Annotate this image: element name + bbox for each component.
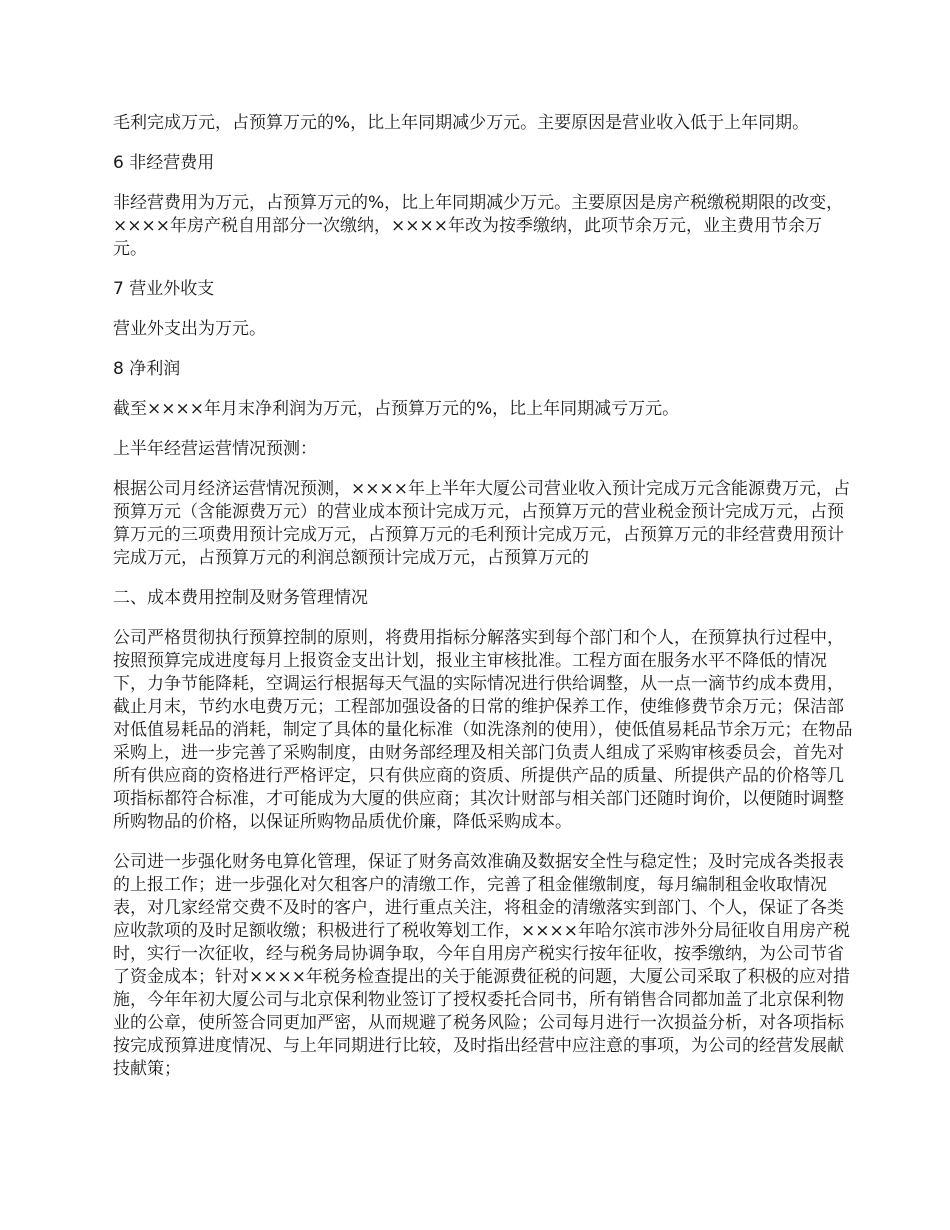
heading-cost-control: 二、成本费用控制及财务管理情况 bbox=[113, 588, 368, 608]
paragraph-forecast: 根据公司月经济运营情况预测，××××年上半年大厦公司营业收入预计完成万元含能源费万元，占预算万元（含能源费万元）的营业成本预计完成万元，占预算万元的营业税金预计完成万元，占预算万元的三项费用预计完成万元，占预算万元的毛利预计完成万元，占预算万元的非经营费用预计完成万元，占预算万元的利润总额预计完成万元，占预算万元的 bbox=[113, 479, 850, 568]
paragraph-non-operating-expense: 营业外支出为万元。 bbox=[113, 319, 266, 339]
heading-net-profit: 8 净利润 bbox=[113, 359, 181, 379]
paragraph-budget-control: 公司严格贯彻执行预算控制的原则，将费用指标分解落实到每个部门和个人，在预算执行过程中，按照预算完成进度每月上报资金支出计划，报业主审核批准。工程方面在服务水平不降低的情况下，力争节能降耗，空调运行根据每天气温的实际情况进行供给调整，从一点一滴节约成本费用，截止月末，节约水电费万元；工程部加强设备的日常的维护保养工作，使维修费节余万元；保洁部对低值易耗品的消耗，制定了具体的量化标准（如洗涤剂的使用），使低值易耗品节余万元；在物品采购上，进一步完善了采购制度，由财务部经理及相关部门负责人组成了采购审核委员会，首先对所有供应商的资格进行严格评定，只有供应商的资质、所提供产品的质量、所提供产品的价格等几项指标都符合标准，才可能成为大厦的供应商；其次计财部与相关部门还随时询价，以便随时调整所购物品的价格，以保证所购物品质优价廉，降低采购成本。 bbox=[113, 628, 853, 832]
paragraph-non-operating-expenses: 非经营费用为万元，占预算万元的%，比上年同期减少万元。主要原因是房产税缴税期限的改变，××××年房产税自用部分一次缴纳，××××年改为按季缴纳，此项节余万元，业主费用节余万元。 bbox=[113, 193, 844, 259]
paragraph-net-profit: 截至××××年月末净利润为万元，占预算万元的%，比上年同期减亏万元。 bbox=[113, 399, 680, 419]
paragraph-gross-profit: 毛利完成万元，占预算万元的%，比上年同期减少万元。主要原因是营业收入低于上年同期。 bbox=[113, 113, 810, 133]
paragraph-forecast-title: 上半年经营运营情况预测： bbox=[113, 439, 317, 459]
heading-non-operating-income-expense: 7 营业外收支 bbox=[113, 279, 215, 299]
heading-non-operating-expenses: 6 非经营费用 bbox=[113, 153, 215, 173]
document-page bbox=[113, 112, 853, 1098]
paragraph-financial-management: 公司进一步强化财务电算化管理，保证了财务高效准确及数据安全性与稳定性；及时完成各类报表的上报工作；进一步强化对欠租客户的清缴工作，完善了租金催缴制度，每月编制租金收取情况表，对几家经常交费不及时的客户，进行重点关注，将租金的清缴落实到部门、个人，保证了各类应收款项的及时足额收缴；积极进行了税收筹划工作，××××年哈尔滨市涉外分局征收自用房产税时，实行一次征收，经与税务局协调争取，今年自用房产税实行按年征收，按季缴纳，为公司节省了资金成本；针对××××年税务检查提出的关于能源费征税的问题，大厦公司采取了积极的应对措施，今年年初大厦公司与北京保利物业签订了授权委托合同书，所有销售合同都加盖了北京保利物业的公章，使所签合同更加严密，从而规避了税务风险；公司每月进行一次损益分析，对各项指标按完成预算进度情况、与上年同期进行比较，及时指出经营中应注意的事项，为公司的经营发展献技献策； bbox=[113, 852, 850, 1079]
